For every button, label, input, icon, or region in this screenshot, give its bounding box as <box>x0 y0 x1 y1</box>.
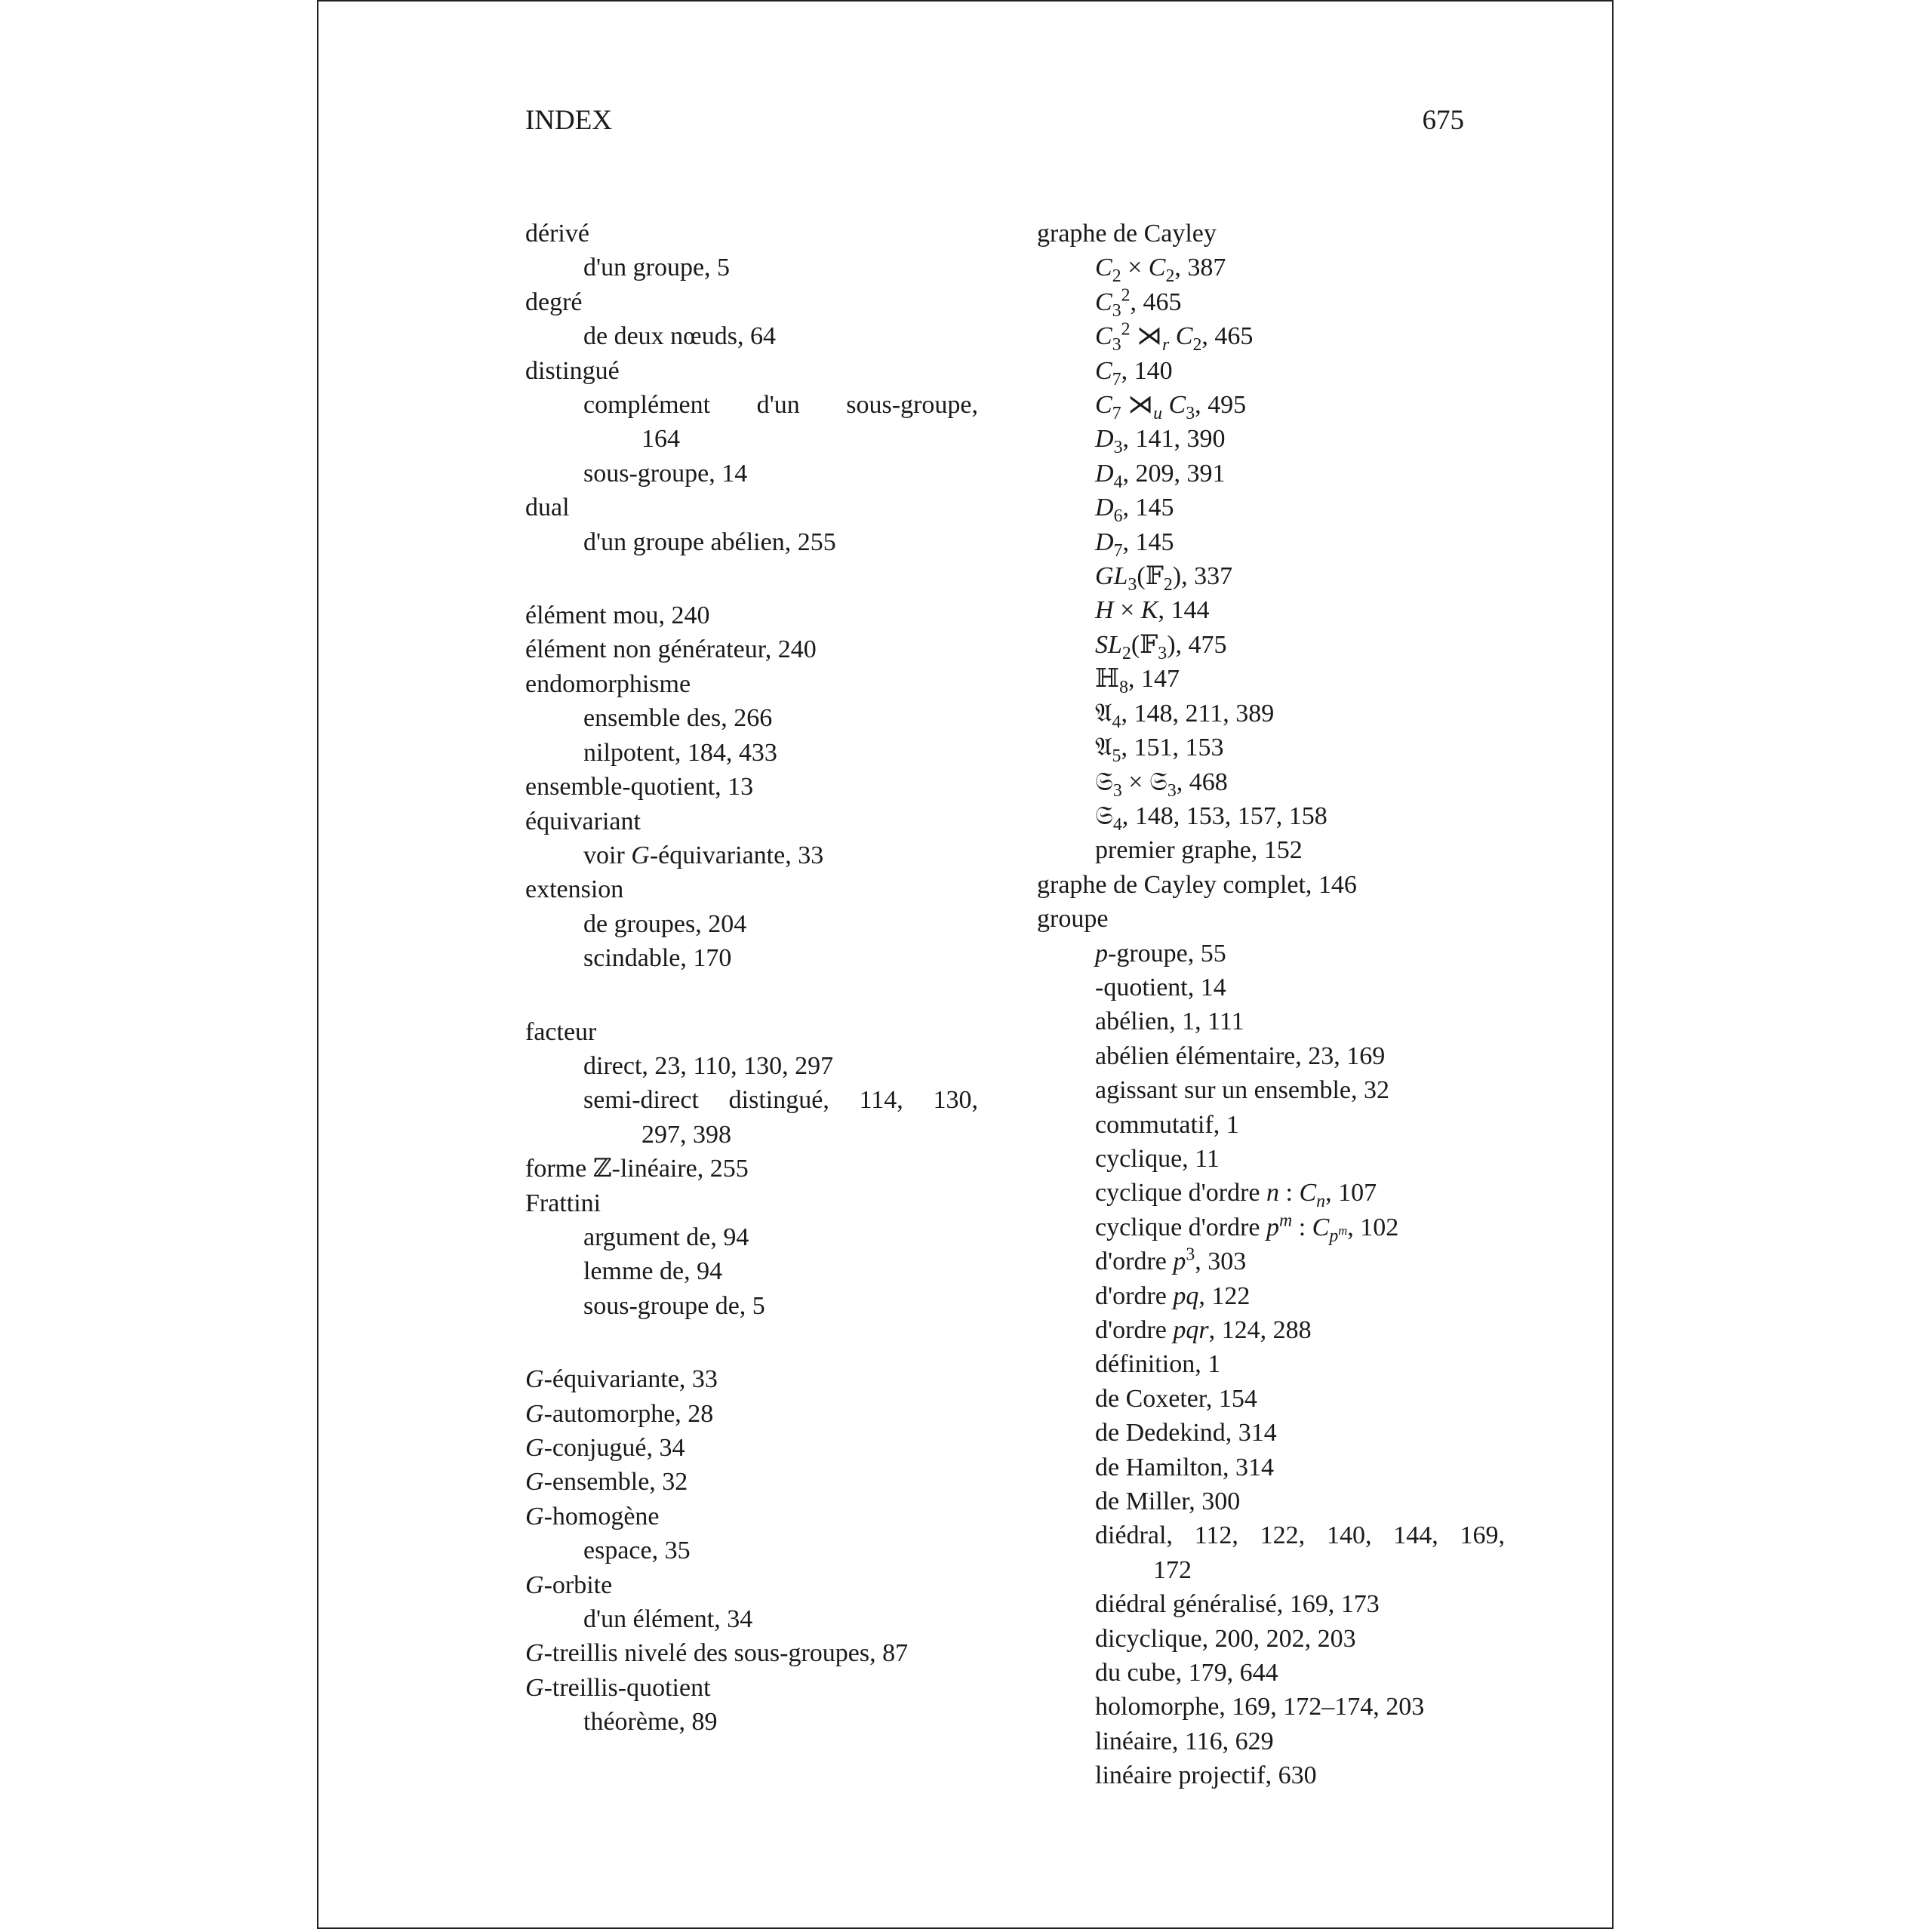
letter-group-gap <box>525 559 978 598</box>
index-subentry: d'ordre $p^3$, 303 <box>1095 1244 1247 1276</box>
index-subentry: scindable, 170 <box>583 944 732 973</box>
index-subentry: p-groupe, 55 <box>1095 939 1226 968</box>
index-subentry-continuation: 172 <box>1153 1555 1192 1584</box>
index-subentry: diédral généralisé, 169, 173 <box>1095 1590 1380 1619</box>
index-subentry: $D_3$, 141, 390 <box>1095 425 1226 458</box>
index-subentry: cyclique d'ordre $p^m$ : $C_{p^m}$, 102 <box>1095 1211 1399 1246</box>
index-subentry: d'ordre pqr, 124, 288 <box>1095 1316 1312 1344</box>
index-entry: degré <box>525 288 583 316</box>
index-subentry: linéaire projectif, 630 <box>1095 1761 1317 1790</box>
index-subentry: abélien, 1, 111 <box>1095 1008 1244 1036</box>
index-subentry: ℍ$_8$, 147 <box>1095 665 1180 698</box>
index-subentry: H × K, 144 <box>1095 596 1210 625</box>
index-subentry: lemme de, 94 <box>583 1257 723 1286</box>
index-subentry: d'un groupe, 5 <box>583 254 731 282</box>
index-entry: distingué <box>525 356 620 385</box>
index-subentry: linéaire, 116, 629 <box>1095 1727 1274 1755</box>
index-subentry: de groupes, 204 <box>583 909 747 938</box>
index-entry: facteur <box>525 1017 597 1046</box>
index-column-right <box>1037 217 1505 1793</box>
index-entry: Frattini <box>525 1189 601 1217</box>
index-subentry: théorème, 89 <box>583 1708 718 1737</box>
index-subentry: holomorphe, 169, 172–174, 203 <box>1095 1693 1425 1721</box>
index-subentry: du cube, 179, 644 <box>1095 1659 1278 1687</box>
index-subentry: définition, 1 <box>1095 1350 1221 1379</box>
index-subentry: $D_6$, 145 <box>1095 494 1174 527</box>
index-subentry: semi-direct distingué, 114, 130, <box>583 1086 978 1115</box>
index-entry: G-homogène <box>525 1502 660 1531</box>
index-subentry: d'un groupe abélien, 255 <box>583 528 836 556</box>
index-subentry: de Hamilton, 314 <box>1095 1453 1275 1481</box>
index-entry: extension <box>525 875 624 904</box>
index-entry: G-ensemble, 32 <box>525 1468 688 1497</box>
index-entry: G-automorphe, 28 <box>525 1399 714 1428</box>
index-subentry: cyclique d'ordre n : $C_n$, 107 <box>1095 1179 1377 1212</box>
index-subentry: sous-groupe, 14 <box>583 459 748 488</box>
index-subentry-continuation: 297, 398 <box>641 1120 731 1149</box>
index-subentry: dicyclique, 200, 202, 203 <box>1095 1624 1356 1653</box>
index-subentry: $SL_2(𝔽_3)$, 475 <box>1095 630 1227 663</box>
index-subentry: $C_2 \times C_2$, 387 <box>1095 254 1226 287</box>
index-entry: forme ℤ-linéaire, 255 <box>525 1155 749 1183</box>
index-subentry: $C_7$, 140 <box>1095 356 1173 389</box>
index-entry: G-conjugué, 34 <box>525 1434 685 1462</box>
index-column-left <box>525 217 978 1740</box>
index-entry: dual <box>525 494 570 522</box>
running-header-title: INDEX <box>525 105 613 136</box>
index-entry: endomorphisme <box>525 669 691 698</box>
index-entry: G-treillis nivelé des sous-groupes, 87 <box>525 1639 909 1668</box>
index-entry: élément non générateur, 240 <box>525 635 817 664</box>
index-subentry: 𝔖$_4$, 148, 153, 157, 158 <box>1095 801 1327 835</box>
index-subentry: argument de, 94 <box>583 1223 749 1251</box>
index-subentry: nilpotent, 184, 433 <box>583 738 777 767</box>
index-subentry: 𝔄$_5$, 151, 153 <box>1095 734 1224 766</box>
index-subentry: 𝔖$_3$ × 𝔖$_3$, 468 <box>1095 768 1228 801</box>
index-subentry: $C_7$ $⋊_u$ $C_3$, 495 <box>1095 391 1247 423</box>
index-subentry: de Dedekind, 314 <box>1095 1419 1277 1447</box>
index-subentry: de Miller, 300 <box>1095 1487 1241 1516</box>
index-subentry-continuation: 164 <box>641 425 680 454</box>
index-entry: graphe de Cayley <box>1037 220 1217 248</box>
index-subentry: abélien élémentaire, 23, 169 <box>1095 1041 1386 1070</box>
index-entry: équivariant <box>525 807 641 835</box>
index-entry: ensemble-quotient, 13 <box>525 773 754 801</box>
index-entry: G-treillis-quotient <box>525 1673 711 1702</box>
index-subentry: agissant sur un ensemble, 32 <box>1095 1076 1389 1105</box>
index-subentry: voir G-équivariante, 33 <box>583 841 824 869</box>
index-subentry: espace, 35 <box>583 1537 691 1565</box>
index-subentry: d'un élément, 34 <box>583 1605 753 1634</box>
index-subentry: $D_4$, 209, 391 <box>1095 459 1226 492</box>
index-subentry: $GL_3(𝔽_2)$, 337 <box>1095 562 1233 595</box>
index-entry: dérivé <box>525 220 589 248</box>
index-entry: G-équivariante, 33 <box>525 1365 718 1394</box>
index-entry: groupe <box>1037 905 1109 934</box>
index-subentry: de deux nœuds, 64 <box>583 322 776 351</box>
letter-group-gap <box>525 1323 978 1362</box>
index-entry: graphe de Cayley complet, 146 <box>1037 870 1357 899</box>
index-entry: élément mou, 240 <box>525 601 710 630</box>
index-subentry: sous-groupe de, 5 <box>583 1291 765 1320</box>
index-subentry: cyclique, 11 <box>1095 1144 1220 1173</box>
index-subentry: $C_3^2$ $⋊_r$ $C_2$, 465 <box>1095 319 1254 355</box>
index-subentry: -quotient, 14 <box>1095 973 1226 1001</box>
page-number: 675 <box>1422 105 1464 136</box>
book-page <box>317 0 1614 1929</box>
index-subentry: $D_7$, 145 <box>1095 528 1174 561</box>
index-subentry: diédral, 112, 122, 140, 144, 169, <box>1095 1521 1505 1550</box>
index-subentry: commutatif, 1 <box>1095 1110 1239 1139</box>
index-subentry: premier graphe, 152 <box>1095 836 1303 865</box>
index-subentry: $C_3^2$, 465 <box>1095 285 1182 321</box>
index-subentry: 𝔄$_4$, 148, 211, 389 <box>1095 699 1275 732</box>
index-subentry: complément d'un sous-groupe, <box>583 391 978 420</box>
index-subentry: ensemble des, 266 <box>583 704 773 733</box>
index-subentry: direct, 23, 110, 130, 297 <box>583 1051 834 1080</box>
letter-group-gap <box>525 976 978 1015</box>
index-subentry: de Coxeter, 154 <box>1095 1384 1257 1413</box>
index-entry: G-orbite <box>525 1571 613 1599</box>
index-subentry: d'ordre pq, 122 <box>1095 1281 1251 1310</box>
